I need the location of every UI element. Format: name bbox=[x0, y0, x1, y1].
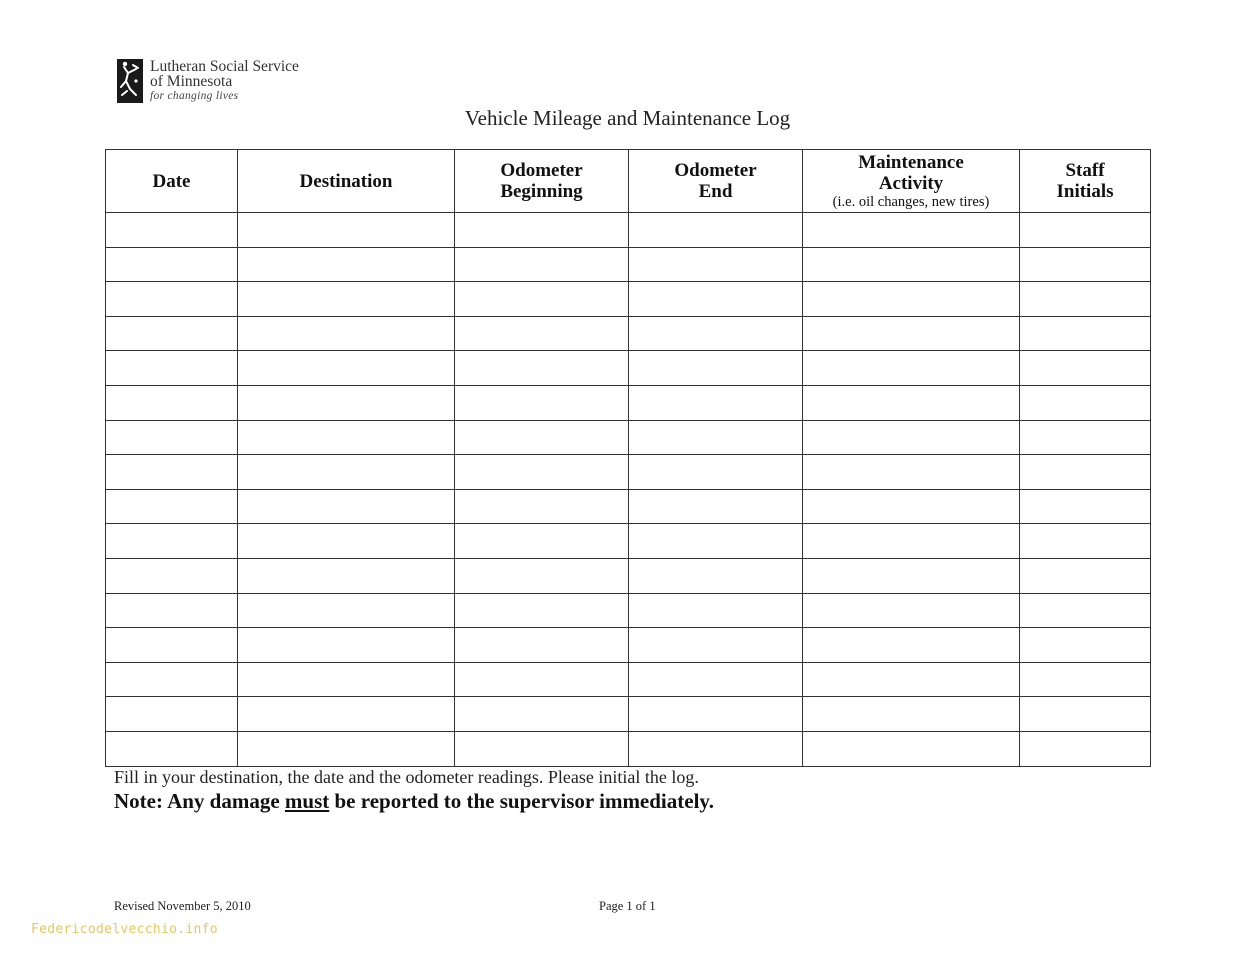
cell-staff-initials[interactable] bbox=[1020, 247, 1151, 282]
cell-odometer-beginning[interactable] bbox=[455, 247, 629, 282]
cell-odometer-beginning[interactable] bbox=[455, 697, 629, 732]
header-destination bbox=[238, 150, 455, 213]
cell-staff-initials[interactable] bbox=[1020, 282, 1151, 317]
header-odometer-end bbox=[629, 150, 803, 213]
cell-date[interactable] bbox=[106, 420, 238, 455]
header-odometer-beginning-line1: Odometer bbox=[500, 160, 583, 181]
cell-date[interactable] bbox=[106, 593, 238, 628]
table-row bbox=[106, 213, 1151, 248]
cell-odometer-beginning[interactable] bbox=[455, 489, 629, 524]
cell-maintenance-activity[interactable] bbox=[803, 697, 1020, 732]
cell-odometer-beginning[interactable] bbox=[455, 420, 629, 455]
cell-date[interactable] bbox=[106, 731, 238, 766]
cell-date[interactable] bbox=[106, 247, 238, 282]
cell-maintenance-activity[interactable] bbox=[803, 316, 1020, 351]
table-row bbox=[106, 558, 1151, 593]
cell-odometer-end[interactable] bbox=[629, 524, 803, 559]
header-staff-line2: Initials bbox=[1056, 181, 1114, 202]
cell-staff-initials[interactable] bbox=[1020, 420, 1151, 455]
cell-staff-initials[interactable] bbox=[1020, 213, 1151, 248]
cell-destination[interactable] bbox=[238, 662, 455, 697]
cell-odometer-end[interactable] bbox=[629, 697, 803, 732]
header-maintenance-line2: Activity bbox=[878, 172, 944, 194]
cell-date[interactable] bbox=[106, 316, 238, 351]
logo-figure-icon bbox=[117, 59, 143, 103]
table-row bbox=[106, 524, 1151, 559]
cell-destination[interactable] bbox=[238, 420, 455, 455]
table-header-row bbox=[106, 150, 1151, 213]
header-staff-initials bbox=[1020, 150, 1151, 213]
cell-odometer-end[interactable] bbox=[629, 662, 803, 697]
cell-odometer-beginning[interactable] bbox=[455, 213, 629, 248]
header-destination-label: Destination bbox=[299, 170, 393, 192]
cell-odometer-beginning[interactable] bbox=[455, 731, 629, 766]
cell-odometer-end[interactable] bbox=[629, 420, 803, 455]
table-row bbox=[106, 628, 1151, 663]
cell-destination[interactable] bbox=[238, 455, 455, 490]
instructions-text: Fill in your destination, the date and the odometer readings. Please initial the log. bbox=[114, 767, 699, 787]
cell-staff-initials[interactable] bbox=[1020, 455, 1151, 490]
cell-destination[interactable] bbox=[238, 489, 455, 524]
cell-maintenance-activity[interactable] bbox=[803, 455, 1020, 490]
cell-date[interactable] bbox=[106, 628, 238, 663]
cell-staff-initials[interactable] bbox=[1020, 662, 1151, 697]
cell-date[interactable] bbox=[106, 385, 238, 420]
cell-date[interactable] bbox=[106, 455, 238, 490]
cell-odometer-beginning[interactable] bbox=[455, 524, 629, 559]
cell-odometer-end[interactable] bbox=[629, 593, 803, 628]
table-row bbox=[106, 385, 1151, 420]
table-row bbox=[106, 697, 1151, 732]
cell-destination[interactable] bbox=[238, 558, 455, 593]
cell-staff-initials[interactable] bbox=[1020, 558, 1151, 593]
cell-date[interactable] bbox=[106, 558, 238, 593]
note-emphasis: must bbox=[284, 789, 330, 813]
table-row bbox=[106, 593, 1151, 628]
mileage-log-table bbox=[105, 149, 1151, 767]
cell-staff-initials[interactable] bbox=[1020, 489, 1151, 524]
logo-name-line2: of Minnesota bbox=[150, 73, 233, 90]
cell-date[interactable] bbox=[106, 697, 238, 732]
header-staff-line1: Staff bbox=[1065, 160, 1105, 181]
cell-odometer-end[interactable] bbox=[629, 213, 803, 248]
cell-destination[interactable] bbox=[238, 524, 455, 559]
table-row bbox=[106, 351, 1151, 386]
cell-destination[interactable] bbox=[238, 593, 455, 628]
cell-staff-initials[interactable] bbox=[1020, 628, 1151, 663]
cell-destination[interactable] bbox=[238, 731, 455, 766]
logo-tagline: for changing lives bbox=[150, 90, 239, 102]
cell-staff-initials[interactable] bbox=[1020, 385, 1151, 420]
header-odometer-beginning bbox=[455, 150, 629, 213]
cell-maintenance-activity[interactable] bbox=[803, 558, 1020, 593]
header-date-label: Date bbox=[152, 170, 191, 192]
cell-maintenance-activity[interactable] bbox=[803, 628, 1020, 663]
cell-destination[interactable] bbox=[238, 385, 455, 420]
cell-odometer-beginning[interactable] bbox=[455, 385, 629, 420]
table-row bbox=[106, 282, 1151, 317]
page-title: Vehicle Mileage and Maintenance Log bbox=[464, 106, 791, 130]
table-row bbox=[106, 489, 1151, 524]
cell-maintenance-activity[interactable] bbox=[803, 731, 1020, 766]
watermark: Federicodelvecchio.info bbox=[31, 922, 218, 937]
revision-date: Revised November 5, 2010 bbox=[114, 899, 251, 913]
log-body bbox=[106, 213, 1151, 767]
cell-odometer-end[interactable] bbox=[629, 282, 803, 317]
cell-odometer-end[interactable] bbox=[629, 247, 803, 282]
cell-date[interactable] bbox=[106, 489, 238, 524]
header-odometer-end-line2: End bbox=[698, 181, 733, 202]
cell-date[interactable] bbox=[106, 662, 238, 697]
cell-maintenance-activity[interactable] bbox=[803, 247, 1020, 282]
table-row bbox=[106, 662, 1151, 697]
cell-destination[interactable] bbox=[238, 351, 455, 386]
table-row bbox=[106, 455, 1151, 490]
table-row bbox=[106, 247, 1151, 282]
cell-maintenance-activity[interactable] bbox=[803, 213, 1020, 248]
cell-maintenance-activity[interactable] bbox=[803, 420, 1020, 455]
table-row bbox=[106, 420, 1151, 455]
cell-destination[interactable] bbox=[238, 316, 455, 351]
cell-odometer-end[interactable] bbox=[629, 316, 803, 351]
cell-destination[interactable] bbox=[238, 697, 455, 732]
cell-odometer-end[interactable] bbox=[629, 558, 803, 593]
note-prefix: Note: Any damage bbox=[114, 789, 285, 813]
damage-note bbox=[114, 789, 714, 814]
cell-staff-initials[interactable] bbox=[1020, 351, 1151, 386]
cell-odometer-end[interactable] bbox=[629, 489, 803, 524]
header-maintenance-line1: Maintenance bbox=[858, 151, 964, 173]
cell-odometer-end[interactable] bbox=[629, 455, 803, 490]
header-odometer-beginning-line2: Beginning bbox=[500, 181, 583, 202]
cell-destination[interactable] bbox=[238, 628, 455, 663]
cell-destination[interactable] bbox=[238, 247, 455, 282]
cell-odometer-beginning[interactable] bbox=[455, 282, 629, 317]
table-row bbox=[106, 731, 1151, 766]
page-number: Page 1 of 1 bbox=[599, 899, 656, 913]
cell-maintenance-activity[interactable] bbox=[803, 385, 1020, 420]
cell-maintenance-activity[interactable] bbox=[803, 351, 1020, 386]
cell-odometer-beginning[interactable] bbox=[455, 628, 629, 663]
header-maintenance-activity bbox=[803, 150, 1020, 213]
table-row bbox=[106, 316, 1151, 351]
cell-date[interactable] bbox=[106, 213, 238, 248]
cell-maintenance-activity[interactable] bbox=[803, 489, 1020, 524]
header-maintenance-example: (i.e. oil changes, new tires) bbox=[832, 193, 990, 210]
cell-staff-initials[interactable] bbox=[1020, 731, 1151, 766]
cell-maintenance-activity[interactable] bbox=[803, 524, 1020, 559]
cell-maintenance-activity[interactable] bbox=[803, 282, 1020, 317]
organization-logo bbox=[117, 59, 299, 104]
cell-maintenance-activity[interactable] bbox=[803, 593, 1020, 628]
cell-odometer-beginning[interactable] bbox=[455, 593, 629, 628]
cell-odometer-end[interactable] bbox=[629, 385, 803, 420]
header-date bbox=[106, 150, 238, 213]
note-suffix: be reported to the supervisor immediately. bbox=[329, 789, 715, 813]
cell-odometer-beginning[interactable] bbox=[455, 351, 629, 386]
cell-date[interactable] bbox=[106, 524, 238, 559]
cell-odometer-beginning[interactable] bbox=[455, 662, 629, 697]
cell-odometer-end[interactable] bbox=[629, 628, 803, 663]
cell-staff-initials[interactable] bbox=[1020, 593, 1151, 628]
header-odometer-end-line1: Odometer bbox=[674, 160, 757, 181]
cell-destination[interactable] bbox=[238, 213, 455, 248]
cell-odometer-beginning[interactable] bbox=[455, 558, 629, 593]
logo-name-line1: Lutheran Social Service bbox=[150, 58, 299, 75]
cell-staff-initials[interactable] bbox=[1020, 524, 1151, 559]
cell-maintenance-activity[interactable] bbox=[803, 662, 1020, 697]
cell-date[interactable] bbox=[106, 351, 238, 386]
cell-staff-initials[interactable] bbox=[1020, 697, 1151, 732]
cell-date[interactable] bbox=[106, 282, 238, 317]
cell-odometer-beginning[interactable] bbox=[455, 316, 629, 351]
cell-odometer-end[interactable] bbox=[629, 351, 803, 386]
cell-destination[interactable] bbox=[238, 282, 455, 317]
cell-odometer-beginning[interactable] bbox=[455, 455, 629, 490]
cell-staff-initials[interactable] bbox=[1020, 316, 1151, 351]
cell-odometer-end[interactable] bbox=[629, 731, 803, 766]
